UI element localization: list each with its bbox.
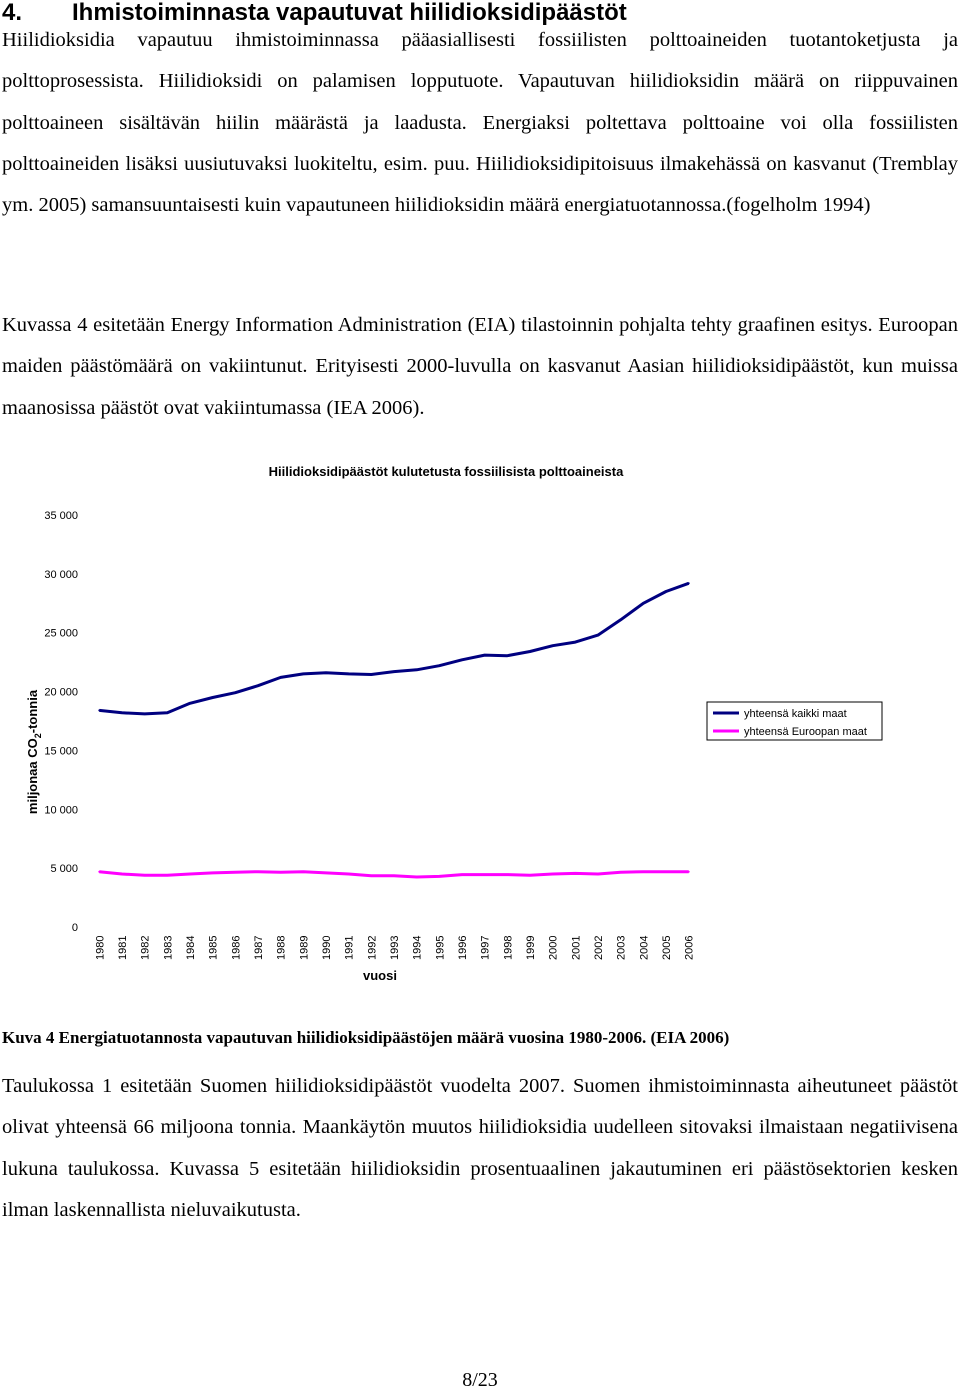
x-tick-label: 1987: [253, 935, 265, 960]
x-tick-label: 2002: [593, 935, 605, 960]
y-axis-label-main: miljonaa CO: [25, 738, 40, 815]
data-point: [529, 874, 531, 876]
data-point: [529, 651, 531, 653]
data-point: [121, 873, 123, 875]
x-tick-label: 1981: [117, 935, 129, 960]
data-point: [348, 873, 350, 875]
data-point: [484, 874, 486, 876]
data-point: [574, 872, 576, 874]
data-point: [166, 712, 168, 714]
y-tick-label: 20 000: [44, 686, 78, 699]
x-tick-label: 1996: [457, 935, 469, 960]
data-point: [370, 875, 372, 877]
y-axis-label: [25, 689, 43, 814]
data-point: [144, 874, 146, 876]
data-point: [574, 641, 576, 643]
paragraph-table-intro: Taulukossa 1 esitetään Suomen hiilidioksidipäästöt vuodelta 2007. Suomen ihmistoiminnasta aiheutuneet päästöt olivat yhteensä 66 miljoona tonnia. Maankäytön muutos hiilidioksidia uudelleen sitovaksi ilmaistaan negatiivisena lukuna taulukossa. Kuvassa 5 esitetään hiilidioksidin prosentuaalinen jakautuminen eri päästösektorien kesken ilman laskennallista nieluvaikutusta.: [2, 1075, 958, 1221]
data-point: [212, 697, 214, 699]
chart-series: [98, 582, 689, 878]
data-point: [642, 871, 644, 873]
data-point: [438, 665, 440, 667]
data-point: [189, 702, 191, 704]
data-point: [370, 674, 372, 676]
data-point: [620, 619, 622, 621]
x-tick-label: 1989: [298, 935, 311, 960]
data-point: [166, 874, 168, 876]
data-point: [280, 676, 282, 678]
x-tick-label: 1982: [139, 935, 152, 960]
chart-title: Hiilidioksidipäästöt kulutetusta fossiilisista polttoaineista: [268, 464, 624, 479]
y-axis-label-suffix: -tonnia: [25, 689, 40, 734]
y-tick-label: 25 000: [44, 627, 78, 640]
data-point: [688, 871, 690, 873]
y-tick-label: 5 000: [50, 863, 78, 876]
x-tick-label: 1988: [275, 935, 288, 960]
y-tick-label: 30 000: [44, 568, 78, 581]
data-point: [280, 871, 282, 873]
data-point: [257, 685, 259, 687]
section-title: Ihmistoiminnasta vapautuvat hiilidioksidipäästöt: [72, 0, 627, 26]
data-point: [325, 872, 327, 874]
x-tick-label: 1993: [389, 935, 401, 960]
data-point: [257, 871, 259, 873]
data-point: [642, 602, 644, 604]
data-point: [234, 871, 236, 873]
data-point: [620, 871, 622, 873]
data-point: [302, 673, 304, 675]
x-tick-label: 1984: [185, 935, 197, 960]
section-number: 4.: [2, 0, 23, 26]
x-axis-label: vuosi: [363, 968, 397, 983]
data-point: [506, 874, 508, 876]
x-tick-label: 2004: [638, 935, 651, 960]
x-tick-label: 1994: [411, 935, 424, 960]
x-tick-label: 2003: [615, 935, 628, 960]
data-point: [665, 591, 667, 593]
data-point: [234, 692, 236, 694]
data-point: [98, 871, 100, 873]
data-point: [325, 672, 327, 674]
data-point: [98, 709, 100, 711]
data-point: [212, 872, 214, 874]
data-point: [144, 713, 146, 715]
x-tick-label: 1983: [162, 935, 175, 960]
x-tick-label: 1990: [321, 935, 333, 960]
y-tick-label: 10 000: [44, 804, 78, 817]
x-tick-label: 1998: [502, 935, 515, 960]
data-point: [189, 873, 191, 875]
data-point: [552, 645, 554, 647]
data-point: [597, 634, 599, 636]
data-point: [506, 655, 508, 657]
data-point: [438, 875, 440, 877]
data-point: [416, 669, 418, 671]
x-tick-label: 2006: [683, 935, 696, 960]
page-number: 8/23: [462, 1369, 498, 1391]
x-tick-label: 2005: [661, 935, 673, 960]
data-point: [552, 873, 554, 875]
y-axis-ticks: [44, 510, 78, 934]
y-tick-label: 15 000: [44, 745, 78, 758]
y-axis-label-subscript: 2: [33, 733, 43, 739]
series-line-all-countries: [99, 583, 688, 714]
data-point: [461, 659, 463, 661]
data-point: [302, 871, 304, 873]
data-point: [393, 875, 395, 877]
data-point: [393, 671, 395, 673]
y-tick-label: 35 000: [44, 510, 78, 522]
paragraph-figure-intro: Kuvassa 4 esitetään Energy Information Administration (EIA) tilastoinnin pohjalta tehty graafinen esitys. Euroopan maiden päästömäärä on vakiintunut. Erityisesti 2000-luvulla on kasvanut Aasian hiilidioksidipäästöt, kun muissa maanosissa päästöt ovat vakiintumassa (IEA 2006).: [2, 314, 958, 419]
data-point: [665, 871, 667, 873]
x-tick-label: 1991: [343, 935, 356, 960]
x-tick-label: 1995: [434, 935, 447, 960]
figure-caption: Kuva 4 Energiatuotannosta vapautuvan hiilidioksidipäästöjen määrä vuosina 1980-2006. (EIA 2006): [2, 1028, 730, 1047]
x-tick-label: 1992: [366, 935, 379, 960]
data-point: [348, 673, 350, 675]
x-tick-label: 2000: [547, 935, 560, 960]
data-point: [416, 876, 418, 878]
x-tick-label: 2001: [570, 935, 583, 960]
chart-legend: [707, 702, 882, 740]
legend-label-all-countries: yhteensä kaikki maat: [744, 708, 847, 720]
data-point: [597, 873, 599, 875]
x-tick-label: 1997: [479, 935, 492, 960]
paragraph-intro: Hiilidioksidia vapautuu ihmistoiminnassa pääasiallisesti fossiilisten polttoaineiden tuotantoketjusta ja polttoprosessista. Hiilidioksidi on palamisen lopputuote. Vapautuvan hiilidioksidin määrä on riippuvainen polttoaineen sisältävän hiilin määrästä ja laadusta. Energiaksi poltettava polttoaine voi olla fossiilisten polttoaineiden lisäksi uusiutuvaksi luokiteltu, esim. puu. Hiilidioksidipitoisuus ilmakehässä on kasvanut (Tremblay ym. 2005) samansuuntaisesti kuin vapautuneen hiilidioksidin määrä energiatuotannossa.(fogelholm 1994): [2, 29, 958, 217]
data-point: [484, 654, 486, 656]
emissions-line-chart: [0, 450, 960, 990]
legend-label-europe: yhteensä Euroopan maat: [744, 726, 867, 738]
x-tick-label: 1999: [525, 935, 537, 960]
x-axis-ticks: [94, 936, 695, 960]
y-tick-label: 0: [71, 922, 78, 934]
x-tick-label: 1986: [230, 935, 243, 960]
data-point: [688, 582, 690, 584]
x-tick-label: 1985: [207, 935, 220, 960]
data-point: [121, 712, 123, 714]
data-point: [461, 874, 463, 876]
x-tick-label: 1980: [94, 935, 107, 960]
